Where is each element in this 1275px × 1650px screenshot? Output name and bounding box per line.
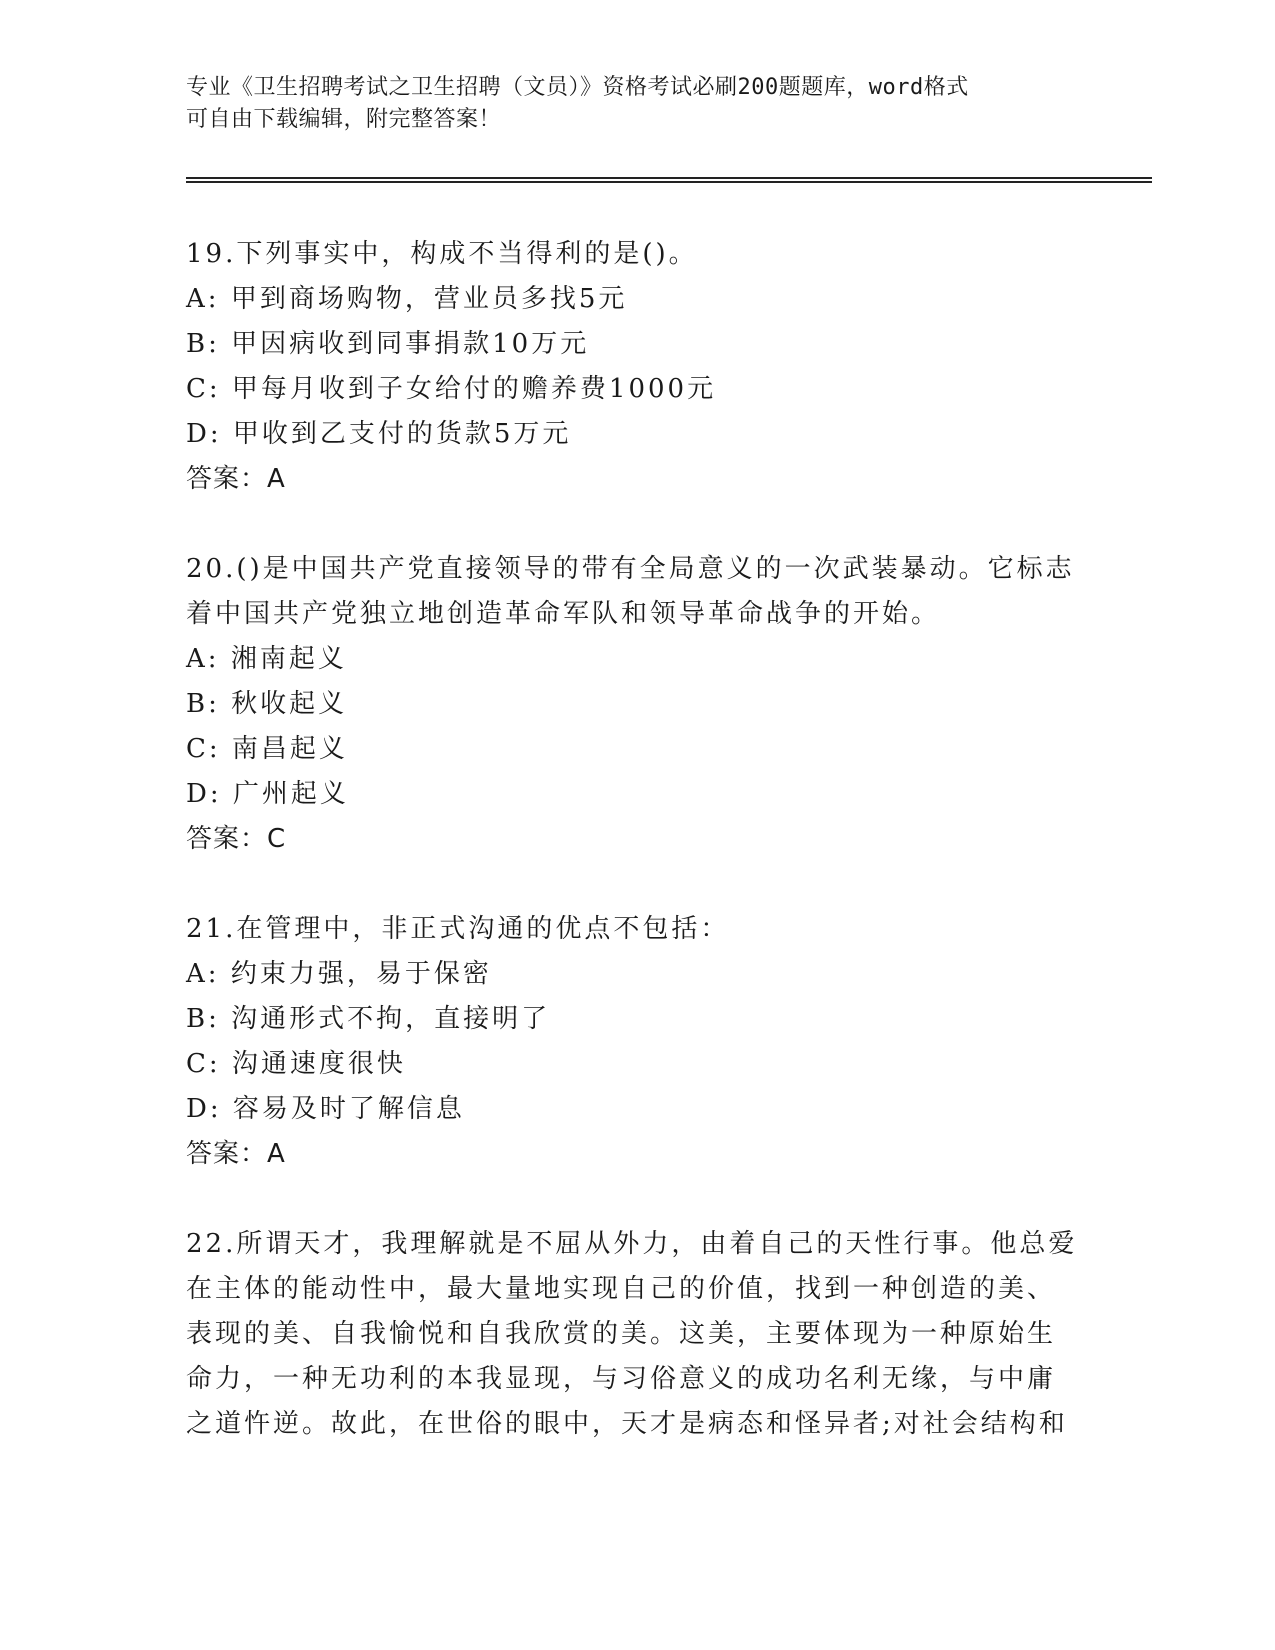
option-letter: C:: [186, 734, 221, 764]
option-text: 秋收起义: [231, 689, 348, 719]
option-text: 甲收到乙支付的货款5万元: [232, 419, 572, 449]
question-stem-line-1: 20.()是中国共产党直接领导的带有全局意义的一次武装暴动。它标志: [186, 554, 1075, 584]
option-b[interactable]: [186, 682, 1086, 727]
option-text: 沟通形式不拘，直接明了: [231, 1004, 551, 1034]
option-letter: D:: [186, 779, 222, 809]
option-letter: A:: [186, 284, 220, 314]
option-letter: C:: [186, 1049, 221, 1079]
header-title-line-2: 可自由下载编辑，附完整答案！: [186, 107, 502, 132]
option-letter: D:: [186, 1094, 222, 1124]
option-letter: B:: [186, 1004, 220, 1034]
option-a[interactable]: [186, 277, 1086, 322]
question-21: [186, 907, 1086, 1177]
option-b[interactable]: [186, 322, 1086, 367]
option-letter: B:: [186, 689, 220, 719]
header-title-line-1: 专业《卫生招聘考试之卫生招聘（文员）》资格考试必刷200题题库，word格式: [186, 75, 969, 100]
option-c[interactable]: [186, 367, 1086, 412]
option-c[interactable]: [186, 727, 1086, 772]
question-stem-line-1: 22.所谓天才，我理解就是不屈从外力，由着自己的天性行事。他总爱: [186, 1229, 1078, 1259]
option-d[interactable]: [186, 772, 1086, 817]
header-divider-bottom: [186, 181, 1152, 183]
option-text: 甲到商场购物，营业员多找5元: [230, 284, 628, 314]
option-a[interactable]: [186, 637, 1086, 682]
question-stem: 21.在管理中，非正式沟通的优点不包括：: [186, 914, 730, 944]
option-text: 约束力强，易于保密: [230, 959, 492, 989]
option-letter: D:: [186, 419, 222, 449]
option-text: 容易及时了解信息: [232, 1094, 465, 1124]
option-d[interactable]: [186, 412, 1086, 457]
answer-key: 答案：A: [186, 464, 286, 494]
header-divider-top: [186, 177, 1152, 179]
question-stem: 19.下列事实中，构成不当得利的是()。: [186, 239, 698, 269]
question-stem-line-2: 着中国共产党独立地创造革命军队和领导革命战争的开始。: [186, 599, 941, 629]
option-letter: B:: [186, 329, 220, 359]
question-stem-line-5: 之道忤逆。故此，在世俗的眼中，天才是病态和怪异者;对社会结构和: [186, 1409, 1068, 1439]
question-stem-line-3: 表现的美、自我愉悦和自我欣赏的美。这美，主要体现为一种原始生: [186, 1319, 1057, 1349]
question-20: [186, 547, 1086, 862]
option-c[interactable]: [186, 1042, 1086, 1087]
option-text: 甲因病收到同事捐款10万元: [231, 329, 590, 359]
option-d[interactable]: [186, 1087, 1086, 1132]
question-stem-line-4: 命力，一种无功利的本我显现，与习俗意义的成功名利无缘，与中庸: [186, 1364, 1057, 1394]
answer-key: 答案：C: [186, 824, 287, 854]
option-letter: A:: [186, 959, 220, 989]
option-b[interactable]: [186, 997, 1086, 1042]
option-letter: C:: [186, 374, 221, 404]
answer-key: 答案：A: [186, 1139, 286, 1169]
option-text: 南昌起义: [231, 734, 348, 764]
question-22: [186, 1222, 1086, 1447]
option-a[interactable]: [186, 952, 1086, 997]
question-stem-line-2: 在主体的能动性中，最大量地实现自己的价值，找到一种创造的美、: [186, 1274, 1057, 1304]
option-text: 甲每月收到子女给付的赡养费1000元: [231, 374, 717, 404]
document-header: [186, 72, 1086, 136]
option-letter: A:: [186, 644, 220, 674]
option-text: 广州起义: [232, 779, 349, 809]
question-19: [186, 232, 1086, 502]
question-list: [186, 232, 1086, 1492]
option-text: 沟通速度很快: [231, 1049, 406, 1079]
option-text: 湘南起义: [230, 644, 347, 674]
